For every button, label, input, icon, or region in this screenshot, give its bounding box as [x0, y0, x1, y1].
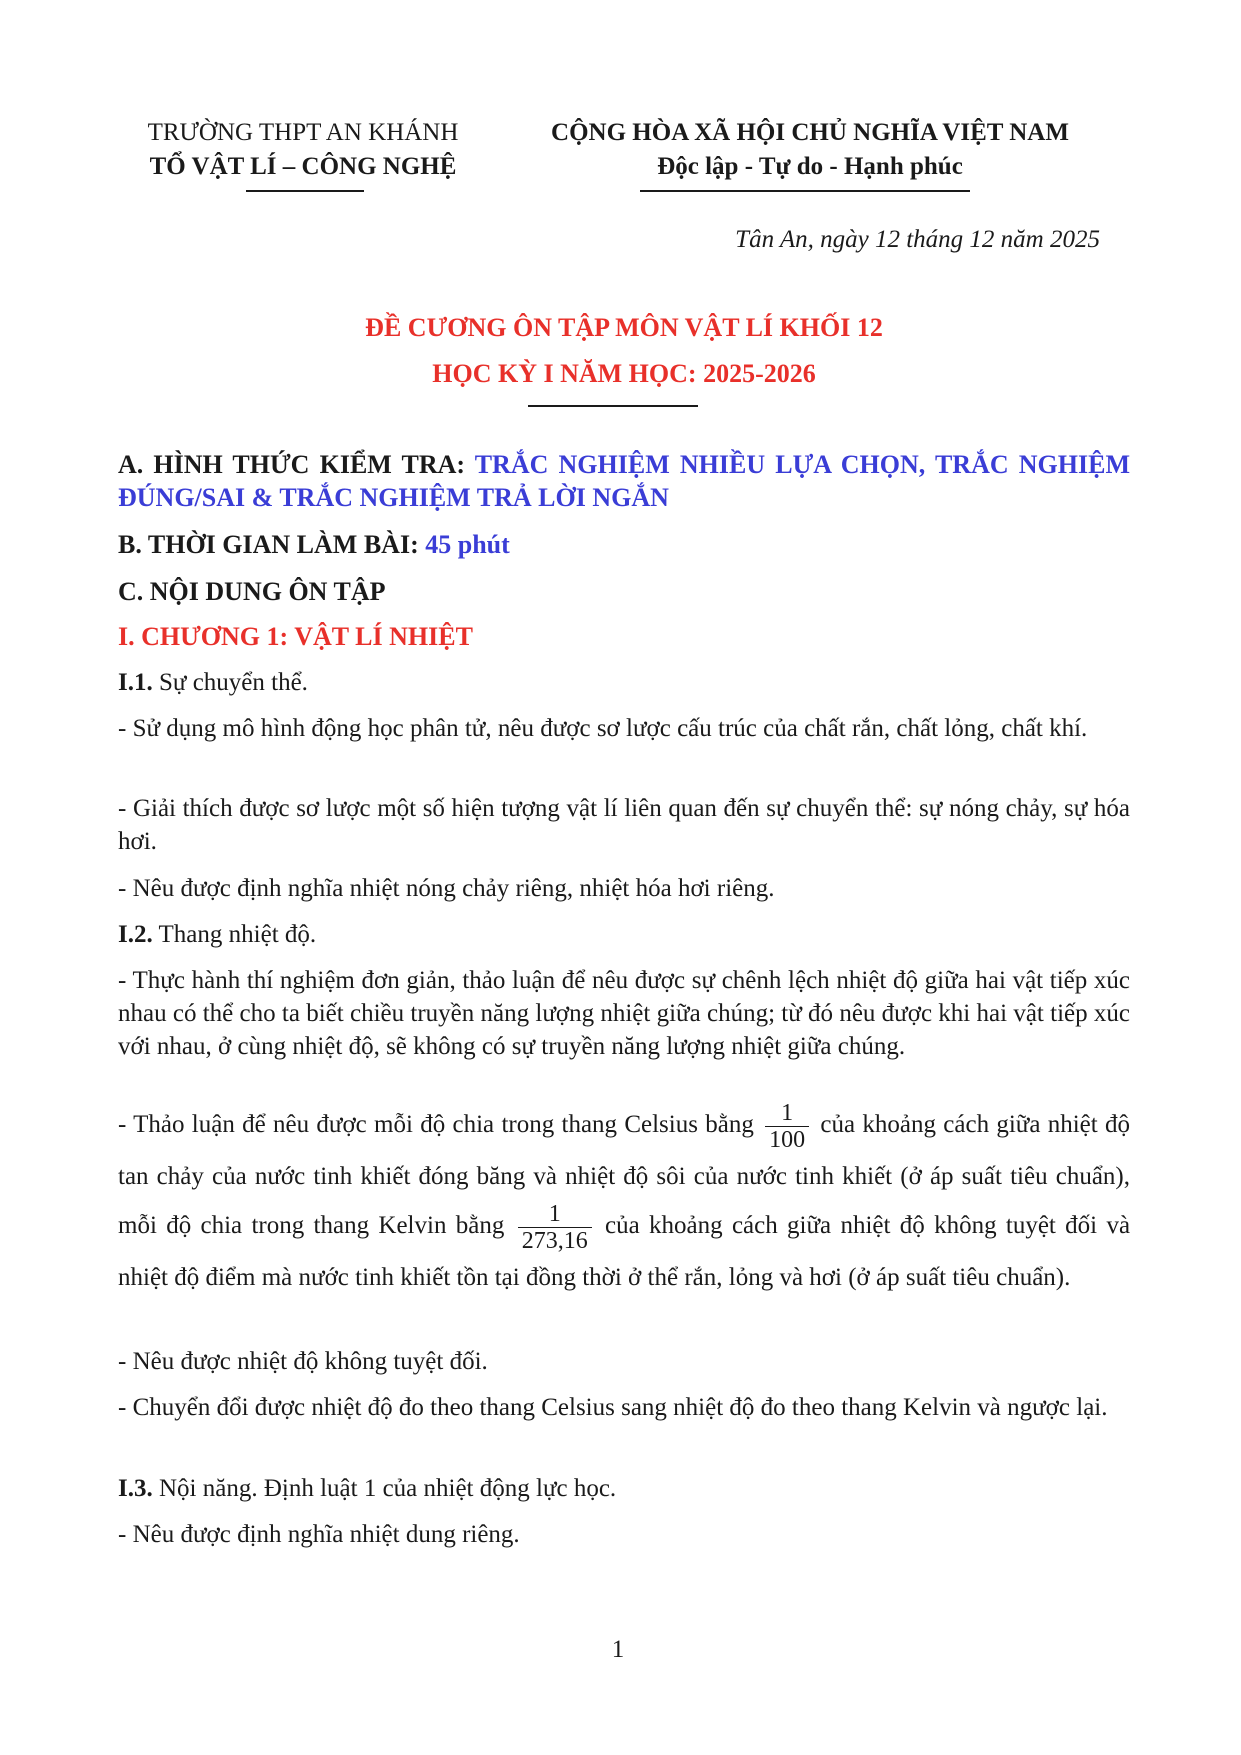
section-b-value: 45 phút	[425, 530, 510, 559]
i2-paragraph-2-middle: của khoảng cách giữa nhiệt độ tan chảy của nước tinh khiết đóng băng và nhiệt độ sôi của nước tinh khiết (ở áp suất tiêu chuẩn), mỗi độ chia trong thang Kelvin bằng	[118, 1111, 1131, 1240]
fraction-2-denominator: 273,16	[521, 1228, 588, 1254]
subsection-i1-number: I.1.	[118, 669, 153, 696]
i1-paragraph-1: - Sử dụng mô hình động học phân tử, nêu được sơ lược cấu trúc của chất rắn, chất lỏng, chất khí.	[118, 715, 1088, 742]
i2-paragraph-2-end: của khoảng cách giữa nhiệt độ không tuyệt đối và nhiệt độ điểm mà nước tinh khiết tồn tại đồng thời ở thể rắn, lỏng và hơi (ở áp suất tiêu chuẩn).	[118, 1212, 1131, 1291]
fraction-1-273	[518, 1201, 592, 1254]
subsection-i3-number: I.3.	[118, 1475, 153, 1502]
date-line: Tân An, ngày 12 tháng 12 năm 2025	[735, 226, 1100, 253]
i2-paragraph-3: - Nêu được nhiệt độ không tuyệt đối.	[118, 1348, 488, 1375]
subsection-i2-title: Thang nhiệt độ.	[152, 921, 317, 948]
country-name: CỘNG HÒA XÃ HỘI CHỦ NGHĨA VIỆT NAM	[551, 119, 1069, 146]
subsection-i2-number: I.2.	[118, 921, 153, 948]
i2-paragraph-4: - Chuyển đổi được nhiệt độ đo theo thang Celsius sang nhiệt độ đo theo thang Kelvin và ngược lại.	[118, 1394, 1108, 1421]
subsection-i3-title: Nội năng. Định luật 1 của nhiệt động lực học.	[152, 1475, 617, 1502]
i2-paragraph-1: - Thực hành thí nghiệm đơn giản, thảo luận để nêu được sự chênh lệch nhiệt độ giữa hai vật tiếp xúc nhau có thể cho ta biết chiều truyền năng lượng nhiệt giữa chúng; từ đó nêu được khi hai vật tiếp xúc với nhau, ở cùng nhiệt độ, sẽ không có sự truyền năng lượng nhiệt giữa chúng.	[118, 967, 1130, 1060]
section-a	[118, 448, 1130, 514]
subsection-i2	[118, 918, 1130, 951]
title-underline	[528, 405, 698, 407]
fraction-1-numerator: 1	[765, 1100, 809, 1127]
i1-paragraph-3: - Nêu được định nghĩa nhiệt nóng chảy riêng, nhiệt hóa hơi riêng.	[118, 875, 775, 902]
page-number: 1	[611, 1636, 625, 1663]
department-name: TỔ VẬT LÍ – CÔNG NGHỆ	[149, 153, 457, 180]
fraction-1-100	[765, 1100, 809, 1153]
document-title: ĐỀ CƯƠNG ÔN TẬP MÔN VẬT LÍ KHỐI 12	[365, 313, 883, 342]
school-name: TRƯỜNG THPT AN KHÁNH	[147, 119, 459, 146]
i2-paragraph-2	[118, 1100, 1130, 1302]
document-subtitle: HỌC KỲ I NĂM HỌC: 2025-2026	[432, 359, 816, 388]
section-c-heading: C. NỘI DUNG ÔN TẬP	[118, 577, 386, 606]
section-b-label: B. THỜI GIAN LÀM BÀI:	[118, 530, 426, 559]
section-a-label: A. HÌNH THỨC KIỂM TRA:	[118, 450, 475, 479]
fraction-2-numerator: 1	[518, 1201, 592, 1228]
section-b	[118, 528, 1130, 561]
motto-underline	[640, 190, 970, 192]
subsection-i3	[118, 1472, 1130, 1505]
motto: Độc lập - Tự do - Hạnh phúc	[657, 153, 963, 180]
section-a-value: TRẮC NGHIỆM NHIỀU LỰA CHỌN, TRẮC NGHIỆM ĐÚNG/SAI & TRẮC NGHIỆM TRẢ LỜI NGẮN	[118, 450, 1130, 512]
fraction-1-denominator: 100	[769, 1127, 806, 1153]
subsection-i1-title: Sự chuyển thể.	[152, 669, 308, 696]
i2-paragraph-2-start: - Thảo luận để nêu được mỗi độ chia trong thang Celsius bằng	[118, 1111, 754, 1139]
i3-paragraph-1: - Nêu được định nghĩa nhiệt dung riêng.	[118, 1521, 520, 1548]
department-underline	[246, 190, 364, 192]
chapter-1-heading: I. CHƯƠNG 1: VẬT LÍ NHIỆT	[118, 622, 473, 651]
subsection-i1	[118, 666, 1130, 699]
i1-paragraph-2: - Giải thích được sơ lược một số hiện tượng vật lí liên quan đến sự chuyển thể: sự nóng chảy, sự hóa hơi.	[118, 795, 1130, 855]
